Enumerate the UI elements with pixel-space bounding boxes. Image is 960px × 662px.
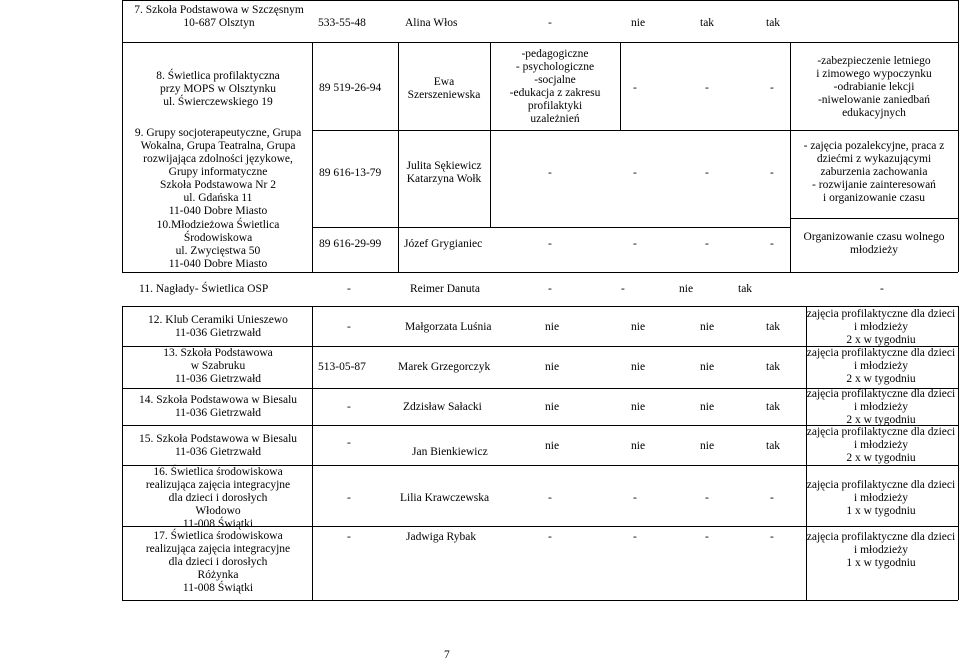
loc9-name: 9. Grupy socjoterapeutyczne, Grupa Wokalna, Grupa Teatralna, Grupa rozwijająca zdolności językowe, Grupy informatyczne Szkoła Podstawowa Nr 2 ul. Gdańska 11 11-040 Dobre Miasto xyxy=(134,127,302,217)
row-c2: nie xyxy=(700,401,715,413)
row-c3: - xyxy=(770,531,774,543)
row7-person: Alina Włos xyxy=(405,17,458,29)
row11-phone: - xyxy=(347,283,351,295)
row-c2: - xyxy=(705,531,709,543)
row-notes: zajęcia profilaktyczne dla dzieci i młodzieży 1 x w tygodniu xyxy=(806,531,956,569)
loc10-name: 10.Młodzieżowa Świetlica Środowiskowa ul. Zwycięstwa 50 11-040 Dobre Miasto xyxy=(156,219,280,270)
row-phone: - xyxy=(347,437,351,449)
row-c0: - xyxy=(548,531,552,543)
row-c3: - xyxy=(770,492,774,504)
row-c1: nie xyxy=(631,440,646,452)
row-person: Zdzisław Sałacki xyxy=(403,401,482,413)
row-c0: nie xyxy=(545,401,560,413)
row11-c4: - xyxy=(880,283,884,295)
r2-notes: - zajęcia pozalekcyjne, praca z dziećmi z wykazującymi zaburzenia zachowania - rozwijanie zainteresowań i organizowanie czasu xyxy=(803,140,945,204)
row-c3: tak xyxy=(766,401,781,413)
row-c1: nie xyxy=(631,401,646,413)
row-c0: - xyxy=(548,492,552,504)
row-c3: tak xyxy=(766,361,781,373)
r3-notes: Organizowanie czasu wolnego młodzieży xyxy=(803,231,945,256)
row-c0: nie xyxy=(545,321,560,333)
row11-name: 11. Nagłady- Świetlica OSP xyxy=(139,283,269,295)
row-person: Jan Bienkiewicz xyxy=(412,446,488,458)
row-name: 16. Świetlica środowiskowa realizująca zajęcia integracyjne dla dzieci i dorosłych Włodowo 11-008 Świątki xyxy=(145,466,291,530)
row-c1: - xyxy=(633,531,637,543)
row-c2: nie xyxy=(700,361,715,373)
row7-c4: tak xyxy=(766,17,781,29)
row-c1: nie xyxy=(631,321,646,333)
r2-phone: 89 616-13-79 xyxy=(319,167,382,179)
row-phone: - xyxy=(347,531,351,543)
loc8-name: 8. Świetlica profilaktyczna przy MOPS w Olsztynku ul. Świerczewskiego 19 xyxy=(156,70,280,108)
row-name: 17. Świetlica środowiskowa realizująca zajęcia integracyjne dla dzieci i dorosłych Różynka 11-008 Świątki xyxy=(145,530,291,594)
r1-phone: 89 519-26-94 xyxy=(319,82,382,94)
row7-c1: - xyxy=(548,17,552,29)
row-c0: nie xyxy=(545,440,560,452)
row7-phone: 533-55-48 xyxy=(318,17,366,29)
row11-c0: - xyxy=(548,283,552,295)
row-phone: - xyxy=(347,492,351,504)
r1-d1: - xyxy=(633,82,637,94)
r1-notes: -zabezpieczenie letniego i zimowego wypoczynku -odrabianie lekcji -niwelowanie zaniedbań edukacyjnych xyxy=(816,55,932,119)
row11-c3: tak xyxy=(738,283,753,295)
row-person: Jadwiga Rybak xyxy=(406,531,477,543)
row-notes: zajęcia profilaktyczne dla dzieci i młodzieży 2 x w tygodniu xyxy=(806,426,956,464)
row11-person: Reimer Danuta xyxy=(410,283,480,295)
row-notes: zajęcia profilaktyczne dla dzieci i młodzieży 2 x w tygodniu xyxy=(806,347,956,385)
r3-d1: - xyxy=(633,238,637,250)
r3-d0: - xyxy=(548,238,552,250)
row-c2: nie xyxy=(700,440,715,452)
row11-c1: - xyxy=(621,283,625,295)
r2-d1: - xyxy=(633,167,637,179)
row7-c3: tak xyxy=(700,17,715,29)
row-c0: nie xyxy=(545,361,560,373)
r1-d3: - xyxy=(770,82,774,94)
row-name: 12. Klub Ceramiki Unieszewo 11-036 Gietrzwałd xyxy=(148,314,288,339)
row-c1: nie xyxy=(631,361,646,373)
row-person: Marek Grzegorczyk xyxy=(398,361,491,373)
row-notes: zajęcia profilaktyczne dla dzieci i młodzieży 1 x w tygodniu xyxy=(806,479,956,517)
page-number: 7 xyxy=(444,649,450,661)
row-name: 14. Szkoła Podstawowa w Biesalu 11-036 Gietrzwałd xyxy=(138,394,298,419)
row-name: 15. Szkoła Podstawowa w Biesalu 11-036 Gietrzwałd xyxy=(138,433,298,458)
row-c1: - xyxy=(633,492,637,504)
row-person: Lilia Krawczewska xyxy=(400,492,490,504)
row-phone: - xyxy=(347,401,351,413)
row11-c2: nie xyxy=(679,283,694,295)
row-notes: zajęcia profilaktyczne dla dzieci i młodzieży 2 x w tygodniu xyxy=(806,388,956,426)
row-c3: tak xyxy=(766,440,781,452)
row-person: Małgorzata Luśnia xyxy=(405,321,492,333)
r3-d2: - xyxy=(705,238,709,250)
r3-person: Józef Grygianiec xyxy=(404,238,483,250)
r1-person: Ewa Szerszeniewska xyxy=(407,76,481,101)
r1-d2: - xyxy=(705,82,709,94)
r2-person: Julita Sękiewicz Katarzyna Wołk xyxy=(406,160,482,185)
r2-d0: - xyxy=(548,167,552,179)
r3-d3: - xyxy=(770,238,774,250)
row-phone: - xyxy=(347,321,351,333)
row-phone: 513-05-87 xyxy=(318,361,366,373)
row-notes: zajęcia profilaktyczne dla dzieci i młodzieży 2 x w tygodniu xyxy=(806,308,956,346)
row-c3: tak xyxy=(766,321,781,333)
row-c2: - xyxy=(705,492,709,504)
row7-name: 7. Szkoła Podstawowa w Szczęsnym 10-687 Olsztyn xyxy=(134,4,304,29)
row7-c2: nie xyxy=(631,17,646,29)
row-name: 13. Szkoła Podstawowa w Szabruku 11-036 Gietrzwałd xyxy=(163,347,273,385)
r2-d2: - xyxy=(705,167,709,179)
row-c2: nie xyxy=(700,321,715,333)
r2-d3: - xyxy=(770,167,774,179)
r1-scope: -pedagogiczne - psychologiczne -socjalne -edukacja z zakresu profilaktyki uzależnień xyxy=(509,48,601,125)
r3-phone: 89 616-29-99 xyxy=(319,238,382,250)
